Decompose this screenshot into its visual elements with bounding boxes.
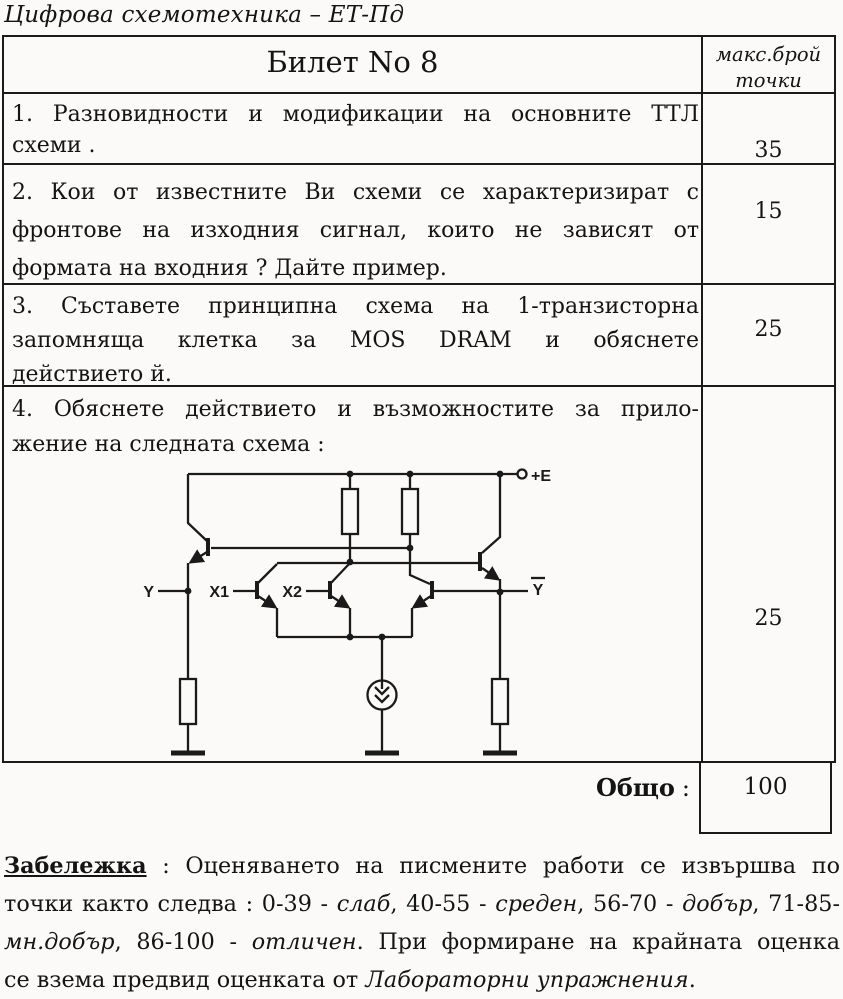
- current-source: [368, 637, 397, 753]
- y-input-label: Y: [143, 584, 154, 601]
- note-text: : Оценяването на писмените работи се извършва по: [146, 853, 840, 879]
- transistor-q3-reference: [410, 548, 528, 637]
- course-heading: Цифрова схемотехника – ЕТ-Пд: [4, 2, 405, 28]
- x1-input-label: X1: [209, 584, 229, 601]
- points-header-line2: точки: [735, 69, 802, 92]
- transistor-q1-left-follower: [188, 474, 410, 679]
- question-line: 3. Съставете принципна схема на 1-транзисторна: [12, 294, 699, 319]
- total-value: 100: [743, 774, 788, 800]
- question-line: фронтове на изходния сигнал, които не зависят от: [12, 218, 699, 243]
- question-3: [12, 290, 699, 392]
- note-text: мн.добър: [4, 929, 115, 955]
- y-output-label: [531, 578, 545, 599]
- note-text: среден: [495, 891, 578, 917]
- note-text: , 86-100 -: [114, 929, 252, 955]
- points-question-2: 15: [754, 199, 783, 224]
- question-1: [12, 99, 699, 161]
- question-line: схеми .: [12, 133, 96, 158]
- supply-rail: [188, 468, 551, 485]
- question-line: формата на входния ? Дайте пример.: [12, 256, 447, 281]
- exam-table: [2, 35, 836, 763]
- note-line: [4, 847, 840, 885]
- transistor-x2: [282, 564, 350, 637]
- question-line: 1. Разновидности и модификации на основните ТТЛ: [12, 102, 699, 127]
- question-line: 4. Обяснете действието и възможностите за прило-: [12, 397, 699, 422]
- question-line: жение на следната схема :: [12, 432, 325, 457]
- note-text: . При формиране на крайната оценка: [356, 929, 840, 955]
- question-2: [12, 174, 699, 288]
- points-question-4: 25: [754, 606, 783, 631]
- resistor-r4-input: [180, 679, 196, 753]
- question-line: запомняща клетка за MOS DRAM и обяснете: [12, 328, 699, 353]
- resistor-r3-output: [492, 592, 508, 753]
- question-line: 2. Кои от известните Ви схеми се характеризират с: [12, 180, 699, 205]
- note-line: [4, 885, 840, 923]
- svg-text:Y: Y: [532, 582, 544, 599]
- note-text: Лабораторни упражнения: [365, 967, 689, 993]
- transistor-x1: [209, 564, 277, 637]
- note-text: .: [688, 967, 696, 993]
- points-question-1: 35: [754, 138, 783, 163]
- question-line: действието й.: [12, 362, 172, 387]
- note-keyword: Забележка: [4, 853, 147, 879]
- note-text: слаб: [336, 891, 391, 917]
- note-text: добър: [682, 891, 753, 917]
- row-border: [4, 163, 834, 165]
- circuit-diagram: [140, 455, 580, 767]
- total-label: [380, 773, 690, 802]
- note-text: точки както следва : 0-39 -: [4, 891, 337, 917]
- points-header-line1: макс.брой: [715, 43, 822, 66]
- note-line: [4, 961, 840, 999]
- x2-input-label: X2: [282, 584, 302, 601]
- note-line: [4, 923, 840, 961]
- note-text: , 56-70 -: [577, 891, 683, 917]
- transistor-q4-output-follower: [480, 474, 500, 592]
- question-4: [12, 392, 699, 462]
- points-column-header: [703, 42, 834, 94]
- supply-terminal: [518, 470, 527, 479]
- resistor-r2: [402, 474, 418, 548]
- note-text: се взема предвид оценката от: [4, 967, 366, 993]
- total-word: Общо: [596, 773, 675, 802]
- junction-dots: [185, 471, 504, 641]
- total-points-cell: [699, 763, 832, 834]
- y-input: [143, 584, 188, 601]
- supply-label: +E: [531, 468, 552, 485]
- note-text: , 71-85-: [752, 891, 840, 917]
- total-colon: :: [681, 774, 690, 802]
- exam-title: Билет No 8: [266, 45, 439, 79]
- note-text: , 40-55 -: [390, 891, 496, 917]
- note-text: отличен: [251, 929, 357, 955]
- points-question-3: 25: [754, 317, 783, 342]
- grading-note: [4, 847, 840, 999]
